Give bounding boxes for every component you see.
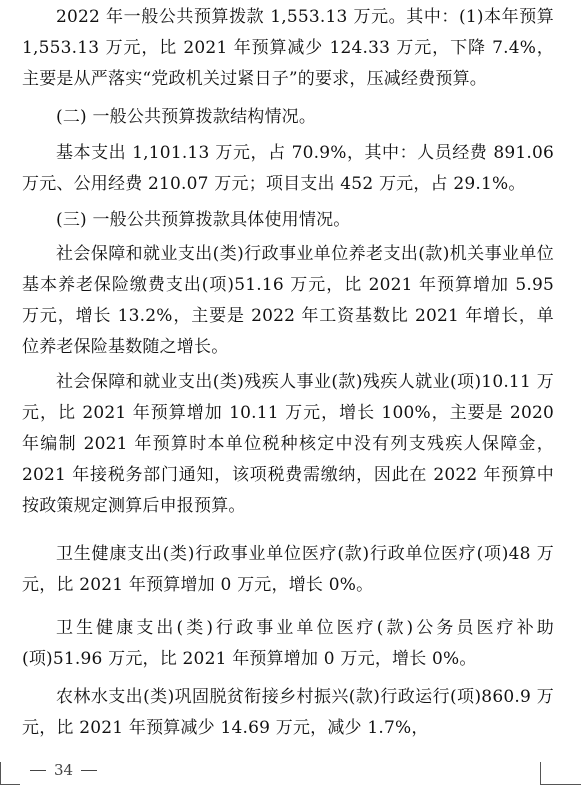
heading-budget-structure: (二) 一般公共预算拨款结构情况。: [56, 107, 317, 127]
paragraph-pension-insurance: 社会保障和就业支出(类)行政事业单位养老支出(款)机关事业单位基本养老保险缴费支出(项)51.16 万元，比 2021 年预算增加 5.95 万元，增长 13.2%，主要是 2022 年工资基数比 2021 年增长，单位养老保险基数随之增长。: [22, 244, 554, 357]
page-footer: [30, 761, 97, 779]
paragraph-budget-total: 2022 年一般公共预算拨款 1,553.13 万元。其中：(1)本年预算 1,553.13 万元，比 2021 年预算减少 124.33 万元，下降 7.4%，主要是从严落实“党政机关过紧日子”的要求，压减经费预算。: [22, 7, 554, 89]
heading-budget-usage: (三) 一般公共预算拨款具体使用情况。: [56, 210, 351, 230]
paragraph-medical-admin: 卫生健康支出(类)行政事业单位医疗(款)行政单位医疗(项)48 万元，比 2021 年预算增加 0 万元，增长 0%。: [22, 544, 554, 595]
page-number: 34: [54, 761, 74, 779]
paragraph-budget-structure: 基本支出 1,101.13 万元，占 70.9%，其中：人员经费 891.06 万元、公用经费 210.07 万元；项目支出 452 万元，占 29.1%。: [22, 143, 554, 194]
crop-mark-right-vertical: [540, 762, 541, 785]
footer-dash-right: [81, 770, 97, 771]
paragraph-agriculture-operation: 农林水支出(类)巩固脱贫衔接乡村振兴(款)行政运行(项)860.9 万元，比 2021 年预算减少 14.69 万元，减少 1.7%，: [22, 687, 554, 738]
footer-dash-left: [30, 770, 46, 771]
paragraph-disability-employment: 社会保障和就业支出(类)残疾人事业(款)残疾人就业(项)10.11 万元，比 2021 年预算增加 10.11 万元，增长 100%，主要是 2020 年编制 2021 年预算时本单位税种核定中没有列支残疾人保障金，2021 年接税务部门通知，该项税费需缴纳，因此在 2022 年预算中按政策规定测算后申报预算。: [22, 372, 554, 516]
crop-mark-left-vertical: [0, 762, 1, 785]
paragraph-medical-subsidy: 卫生健康支出(类)行政事业单位医疗(款)公务员医疗补助(项)51.96 万元，比 2021 年预算增加 0 万元，增长 0%。: [22, 618, 554, 669]
